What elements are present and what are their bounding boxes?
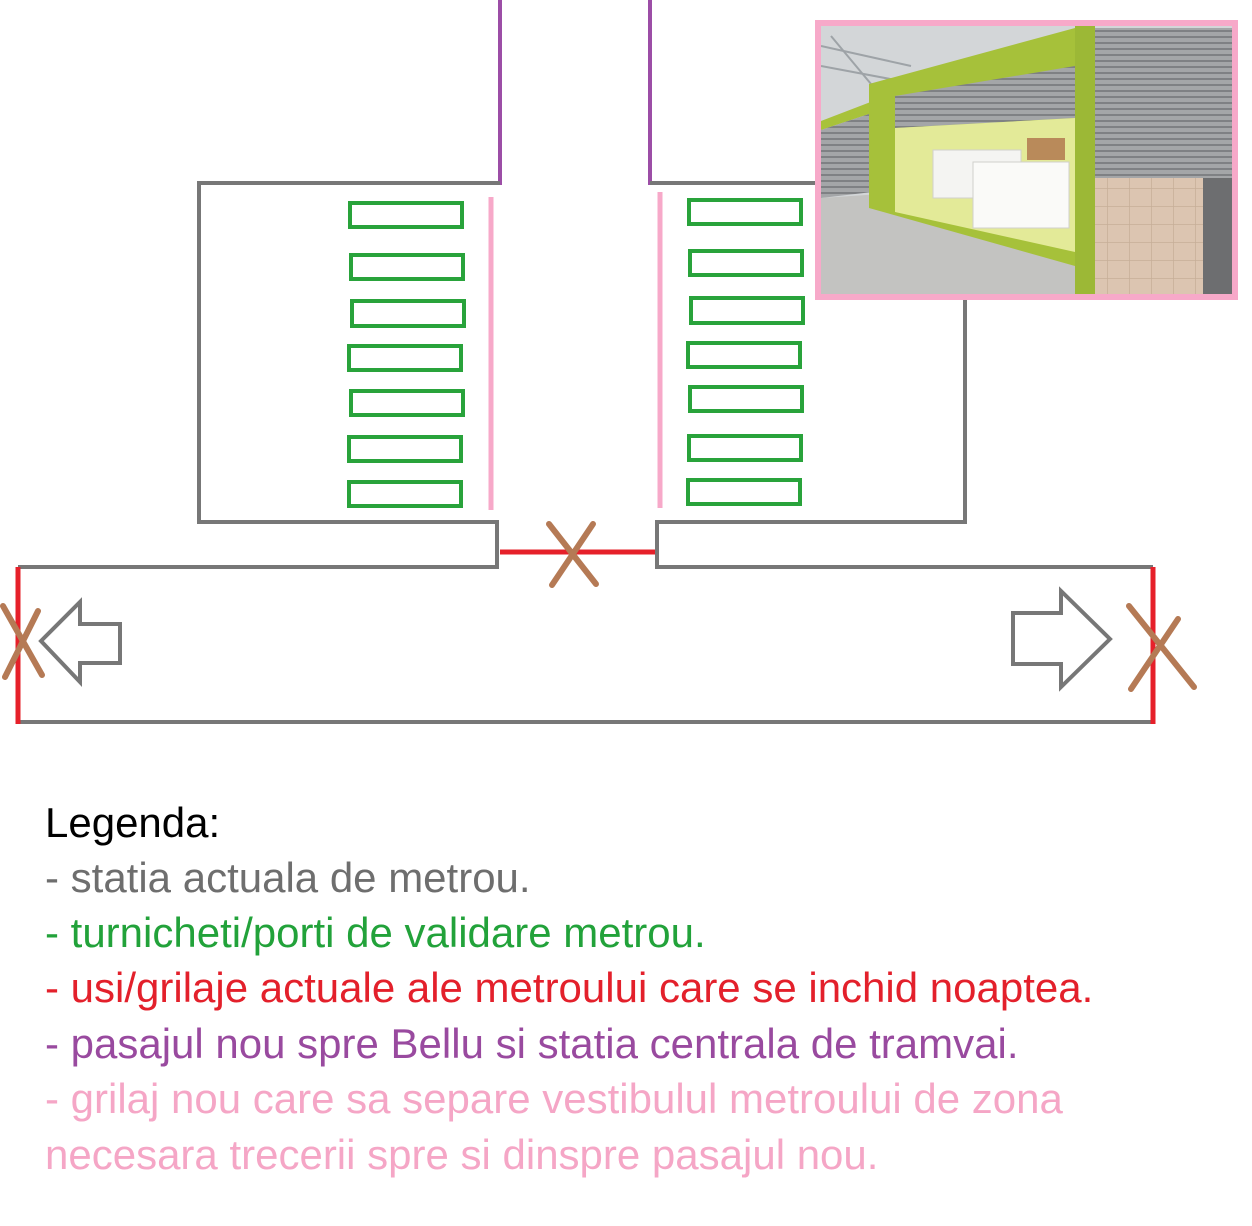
legend-title: Legenda: — [45, 799, 221, 846]
photo-storefront — [815, 20, 1238, 300]
legend-item-new-grille: - grilaj nou care sa separe vestibulul metroului de zona — [45, 1075, 1063, 1122]
turnstile — [351, 391, 463, 415]
turnstile — [350, 203, 462, 227]
legend-item-new-grille-continued: necesara trecerii spre si dinspre pasajul nou. — [45, 1131, 879, 1178]
photo-cabinet — [973, 162, 1069, 228]
photo-tiled-wall — [1095, 178, 1203, 294]
turnstile — [689, 200, 801, 224]
turnstile — [351, 255, 463, 279]
turnstile — [689, 436, 801, 460]
legend-item-new-passage: - pasajul nou spre Bellu si statia centrala de tramvai. — [45, 1020, 1019, 1067]
photo-green-column — [1075, 26, 1095, 294]
photo-dark-corner — [1203, 178, 1232, 294]
legend-item-station: - statia actuala de metrou. — [45, 854, 531, 901]
legend-item-night-grilles: - usi/grilaje actuale ale metroului care se inchid noaptea. — [45, 964, 1094, 1011]
turnstile — [690, 251, 802, 275]
turnstile — [349, 437, 461, 461]
turnstiles-left — [349, 203, 464, 506]
turnstile — [352, 301, 464, 326]
turnstile — [349, 482, 461, 506]
turnstile — [691, 298, 803, 323]
turnstiles-right — [688, 200, 803, 504]
turnstile — [688, 480, 800, 504]
photo-box — [1027, 138, 1065, 160]
turnstile — [349, 346, 461, 370]
cross-mark-left — [3, 606, 42, 677]
turnstile — [688, 343, 800, 367]
turnstile — [690, 387, 802, 411]
station-left-hall-outline — [18, 183, 500, 567]
arrow-right-icon — [1013, 591, 1110, 687]
legend-item-turnstiles: - turnicheti/porti de validare metrou. — [45, 909, 706, 956]
photo-large-shutter — [1095, 28, 1232, 178]
cross-mark-right — [1129, 606, 1194, 689]
arrow-left-icon — [41, 602, 120, 682]
